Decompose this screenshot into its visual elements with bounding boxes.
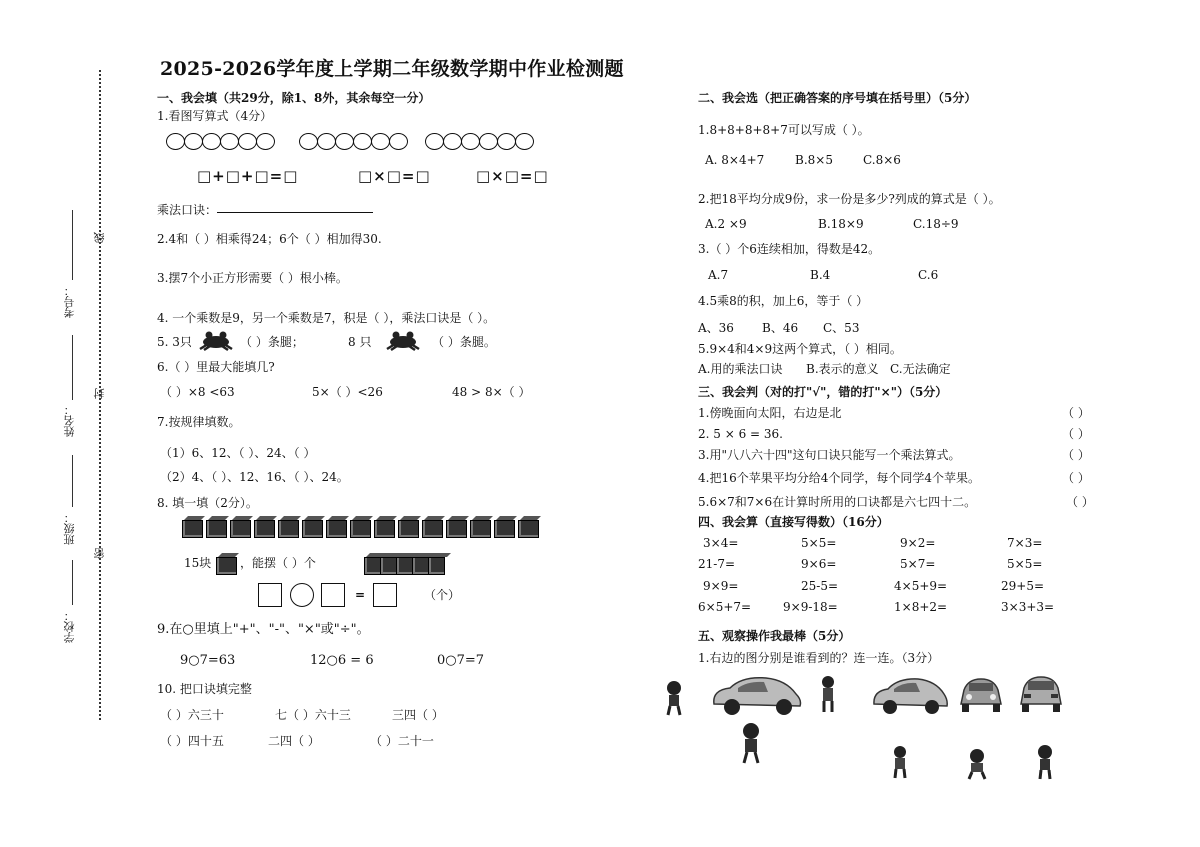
question-10-b: 七（ ）六十三	[275, 708, 351, 722]
judge-paren[interactable]: （ ）	[1066, 495, 1094, 509]
car-side-icon	[870, 674, 950, 716]
question-6-a: （ ）×8 <63	[160, 385, 235, 399]
judge-paren[interactable]: （ ）	[1062, 471, 1090, 485]
question-10-a: （ ）六三十	[160, 708, 224, 722]
judge-item-2: 2. 5 × 6 = 36.	[698, 427, 783, 441]
side-kaohao: 考号：	[63, 285, 76, 318]
circle-icon	[479, 133, 498, 150]
question-9-b: 12○6 = 6	[310, 653, 374, 668]
cube-icon	[182, 520, 203, 538]
child-figure-icon	[816, 674, 840, 714]
question-7-1: （1）6、12、（ ）、24、（ ）	[160, 446, 316, 460]
circle-icon	[166, 133, 185, 150]
calc-item: 6×5+7=	[698, 600, 752, 614]
calc-item: 25-5=	[801, 579, 839, 593]
cube-icon	[396, 557, 413, 575]
choice-1-option-c[interactable]: C.8×6	[863, 153, 901, 167]
circle-icon	[371, 133, 390, 150]
judge-item-1: 1.傍晚面向太阳，右边是北	[698, 406, 842, 420]
calc-item: 29+5=	[1001, 579, 1045, 593]
frog-icon	[383, 330, 423, 352]
child-figure-icon	[962, 748, 992, 780]
koujue-answer-line[interactable]	[217, 212, 373, 213]
cube-icon	[494, 520, 515, 538]
choice-question-3: 3.（ ）个6连续相加，得数是42。	[698, 242, 881, 256]
question-2: 2.4和（ ）相乘得24；6个（ ）相加得30.	[157, 232, 382, 246]
calc-item: 1×8+2=	[894, 600, 948, 614]
circle-icon	[256, 133, 275, 150]
cube-icon	[470, 520, 491, 538]
question-10: 10. 把口诀填完整	[157, 682, 252, 696]
calc-item: 9×9-18=	[783, 600, 838, 614]
question-8-b: ，能摆（ ）个	[240, 556, 316, 570]
equals-sign: =	[355, 588, 366, 602]
choice-question-4: 4.5乘8的积，加上6，等于（ ）	[698, 294, 869, 308]
cube-icon	[364, 557, 381, 575]
side-banji: 班级：	[63, 512, 76, 545]
choice-2-option-b[interactable]: B.18×9	[818, 217, 864, 231]
question-10-e: 二四（ ）	[268, 734, 320, 748]
side-xingming: 姓名：	[63, 404, 76, 437]
choice-5-option-b[interactable]: B.表示的意义	[806, 362, 879, 376]
question-6: 6.（ ）里最大能填几?	[157, 360, 275, 374]
child-figure-icon	[660, 680, 688, 716]
choice-4-option-b[interactable]: B、46	[762, 321, 799, 335]
cube-icon	[326, 520, 347, 538]
child-figure-icon	[888, 745, 912, 779]
side-xuexiao: 学校：	[63, 610, 76, 643]
operator-circle[interactable]	[290, 583, 314, 607]
question-3: 3.摆7个小正方形需要（ ）根小棒。	[157, 271, 348, 285]
observe-question-1: 1.右边的图分别是谁看到的？连一连。（3分）	[698, 651, 940, 665]
cube-icon	[428, 557, 445, 575]
kaohao-line	[72, 210, 73, 280]
question-7-2: （2）4、（ ）、12、16、（ ）、24。	[160, 470, 349, 484]
calc-item: 9×9=	[703, 579, 739, 593]
question-10-c: 三四（ ）	[392, 708, 444, 722]
cube-icon	[446, 520, 467, 538]
calc-item: 5×7=	[900, 557, 936, 571]
calc-item: 21-7=	[698, 557, 736, 571]
choice-2-option-a[interactable]: A.2 ×9	[705, 217, 747, 231]
equation-multiply-1[interactable]: □×□=□	[358, 167, 431, 185]
cube-icon	[350, 520, 371, 538]
circle-icon	[299, 133, 318, 150]
circle-icon	[317, 133, 336, 150]
judge-paren[interactable]: （ ）	[1062, 406, 1090, 420]
section-3-heading: 三、我会判（对的打"√"，错的打"×"）（5分）	[698, 385, 948, 399]
answer-box[interactable]	[258, 583, 282, 607]
choice-3-option-b[interactable]: B.4	[810, 268, 831, 282]
koujue-label: 乘法口诀：	[157, 203, 218, 217]
cube-icon	[398, 520, 419, 538]
calc-item: 5×5=	[801, 536, 837, 550]
circle-icon	[443, 133, 462, 150]
question-7: 7.按规律填数。	[157, 415, 241, 429]
xingming-line	[72, 335, 73, 400]
answer-box[interactable]	[321, 583, 345, 607]
child-figure-icon	[736, 722, 766, 764]
section-4-heading: 四、我会算（直接写得数）（16分）	[698, 515, 889, 529]
question-9: 9.在○里填上"+"、"-"、"×"或"÷"。	[157, 622, 370, 637]
equation-multiply-2[interactable]: □×□=□	[476, 167, 549, 185]
calc-item: 3×3+3=	[1001, 600, 1055, 614]
calc-item: 5×5=	[1007, 557, 1043, 571]
circle-icon	[497, 133, 516, 150]
section-2-heading: 二、我会选（把正确答案的序号填在括号里）（5分）	[698, 91, 977, 105]
question-8-a: 15块	[184, 556, 212, 570]
choice-3-option-c[interactable]: C.6	[918, 268, 939, 282]
choice-question-5: 5.9×4和4×9这两个算式，（ ）相同。	[698, 342, 902, 356]
choice-4-option-a[interactable]: A、36	[698, 321, 734, 335]
calc-item: 3×4=	[703, 536, 739, 550]
equation-add[interactable]: □+□+□=□	[197, 167, 299, 185]
banji-line	[72, 455, 73, 507]
circle-icon	[515, 133, 534, 150]
choice-3-option-a[interactable]: A.7	[708, 268, 729, 282]
circle-icon	[425, 133, 444, 150]
judge-item-3: 3.用"八八六十四"这句口诀只能写一个乘法算式。	[698, 448, 961, 462]
choice-1-option-b[interactable]: B.8×5	[795, 153, 833, 167]
section-1-heading: 一、我会填（共29分，除1、8外，其余每空一分）	[157, 91, 431, 105]
cube-icon	[206, 520, 227, 538]
question-6-c: 48 > 8×（ ）	[452, 385, 531, 399]
question-4: 4. 一个乘数是9，另一个乘数是7，积是（ ），乘法口诀是（ ）。	[157, 311, 496, 325]
question-5-part-d: （ ）条腿。	[432, 335, 496, 349]
judge-item-4: 4.把16个苹果平均分给4个同学，每个同学4个苹果。	[698, 471, 980, 485]
choice-5-option-a[interactable]: A.用的乘法口诀	[698, 362, 783, 376]
choice-5-option-c[interactable]: C.无法确定	[890, 362, 951, 376]
page-title: 2025-2026学年度上学期二年级数学期中作业检测题	[160, 58, 624, 80]
choice-question-2: 2.把18平均分成9份，求一份是多少?列成的算式是（ ）。	[698, 192, 1001, 206]
circle-icon	[220, 133, 239, 150]
question-5-part-c: 8 只	[348, 335, 372, 349]
question-5-part-a: 5. 3只	[157, 335, 192, 349]
side-xian: 线	[93, 232, 106, 243]
side-mi: 密	[93, 548, 106, 559]
cube-icon	[422, 520, 443, 538]
circle-icon	[184, 133, 203, 150]
question-10-f: （ ）二十一	[370, 734, 434, 748]
question-8: 8. 填一填（2分）。	[157, 496, 258, 510]
circle-icon	[335, 133, 354, 150]
choice-2-option-c[interactable]: C.18÷9	[913, 217, 959, 231]
side-feng: 封	[93, 388, 106, 399]
section-5-heading: 五、观察操作我最棒（5分）	[698, 629, 851, 643]
cube-icon	[518, 520, 539, 538]
question-1: 1.看图写算式（4分）	[157, 109, 273, 123]
child-figure-icon	[1032, 744, 1058, 780]
frog-icon	[196, 330, 236, 352]
circle-icon	[238, 133, 257, 150]
judge-item-5: 5.6×7和7×6在计算时所用的口诀都是六七四十二。	[698, 495, 977, 509]
cube-icon	[216, 557, 237, 575]
choice-question-1: 1.8+8+8+8+7可以写成（ ）。	[698, 123, 870, 137]
question-9-a: 9○7=63	[180, 653, 236, 668]
calc-item: 9×2=	[900, 536, 936, 550]
xuexiao-line	[72, 560, 73, 605]
calc-item: 7×3=	[1007, 536, 1043, 550]
judge-paren[interactable]: （ ）	[1062, 448, 1090, 462]
answer-box[interactable]	[373, 583, 397, 607]
calc-item: 9×6=	[801, 557, 837, 571]
cube-icon	[230, 520, 251, 538]
unit-label: （个）	[424, 588, 461, 602]
choice-1-option-a[interactable]: A. 8×4+7	[705, 153, 765, 167]
cube-icon	[278, 520, 299, 538]
circle-icon	[461, 133, 480, 150]
cube-icon	[254, 520, 275, 538]
cube-icon	[302, 520, 323, 538]
choice-4-option-c[interactable]: C、53	[823, 321, 860, 335]
car-back-icon	[1018, 674, 1064, 714]
car-front-icon	[958, 676, 1004, 714]
question-9-c: 0○7=7	[437, 653, 485, 668]
circle-icon	[389, 133, 408, 150]
circle-icon	[202, 133, 221, 150]
calc-item: 4×5+9=	[894, 579, 948, 593]
car-side-icon	[708, 672, 804, 716]
circle-icon	[353, 133, 372, 150]
cube-icon	[412, 557, 429, 575]
cube-icon	[374, 520, 395, 538]
question-10-d: （ ）四十五	[160, 734, 224, 748]
cube-icon	[380, 557, 397, 575]
judge-paren[interactable]: （ ）	[1062, 427, 1090, 441]
question-6-b: 5×（ ）<26	[312, 385, 383, 399]
question-5-part-b: （ ）条腿；	[240, 335, 304, 349]
